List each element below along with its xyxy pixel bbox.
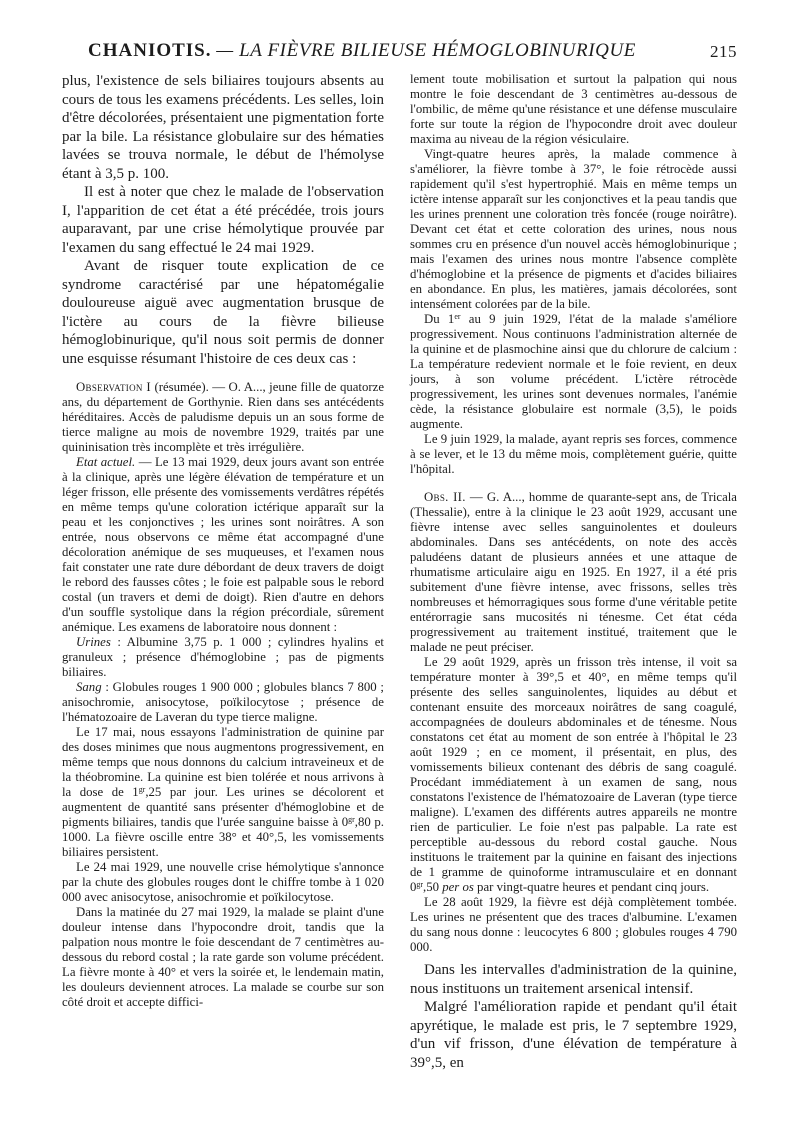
section-label: Sang: [76, 680, 102, 694]
latin-phrase: per os: [442, 880, 474, 894]
body-paragraph: Dans les intervalles d'administration de la quinine, nous instituons un traitement arsenical intensif.: [410, 962, 737, 997]
text-run: Le 29 août 1929, après un frisson très intense, il voit sa température monter à 39°,5 et 40°, en même temps qu'il présente des selles sanguinolentes, liquides au début et contenant ensuite des morceaux noirâtres de sang coagulé, accompagnées de douleurs abdominales et de ténesme. Nous constatons cet état au moment de son entrée à l'hôpital le 23 août 1929 ; en ce moment, il présentait, en plus, des vomissements bilieux contenant des débris de sang coagulé. Procédant immédiatement à un examen de sang, nous constatons l'existence de l'hématozoaire de Laveran (type tierce maligne). L'examen des différents autres appareils ne montre rien de particulier. Le foie n'est pas palpable. La rate est perceptible au-dessous du rebord costal gauche. Nous instituons le traitement par la quinine en faisant des injections de 1 gramme de quinoforme intramusculaire et en donnant 0: [410, 655, 737, 894]
text-run: ,50: [423, 880, 443, 894]
running-title: — LA FIÈVRE BILIEUSE HÉMOGLOBINURIQUE: [216, 40, 636, 61]
observation-paragraph: [62, 455, 384, 635]
section-label: Urines: [76, 635, 111, 649]
observation-paragraph: [62, 635, 384, 680]
section-text: : Globules rouges 1 900 000 ; globules blancs 7 800 ; anisochromie, anisocytose, poïkilocytose ; présence de l'hématozoaire de Laveran du type tierce maligne.: [62, 680, 384, 724]
observation-paragraph: [62, 680, 384, 725]
unit-superscript: gr: [416, 880, 424, 890]
observation-paragraph: Vingt-quatre heures après, la malade commence à s'améliorer, la fièvre tombe à 37°, le foie rétrocède aussi rapidement qu'il s'est hypertrophié. Mais en même temps un ictère intense apparaît sur les conjonctives et la peau tandis que les urines prennent une coloration très foncée (rouge noirâtre). Devant cet état et cette coloration des urines, nous nous sommes cru en présence d'un nouvel accès hémoglobinurique ; mais l'examen des urines nous montre l'absence complète d'hémoglobine et la présence de pigments et d'acides biliaires en abondance. En plus, les matières, jamais décolorées, sont intensément colorées par de la bile.: [410, 147, 737, 311]
text-run: ,25 par jour. Les urines se décolorent et augmentent de quantité sans présenter d'hémoglobine et de pigments biliaires, tandis que l'urée sanguine baisse à 0: [62, 785, 384, 829]
left-column: [62, 72, 384, 1010]
body-paragraph: Avant de risquer toute explication de ce syndrome caractérisé par une hépatomégalie douloureuse aiguë avec augmentation brusque de l'ictère au cours de la fièvre bilieuse hémoglobinurique, qu'il nous soit permis de donner une esquisse résumant l'histoire de ces deux cas :: [62, 258, 384, 367]
observation-summary: — G. A..., homme de quarante-sept ans, de Tricala (Thessalie), entre à la clinique le 23 août 1929, accusant une fièvre intense avec selles sanguinolentes et douleurs abdominales. Dans ses antécédents, on note des accès paludéens datant de plusieurs années et une attaque de rhumatisme articulaire aigu en 1925. En 1927, il a été pris subitement d'une fièvre intense, avec frissons, selles très nombreuses et hémorragiques sous forme d'une véritable petite entérorragie sans mucosités ni ténesme. Cet état céda progressivement au traitement institué, traitement que le malade ne peut préciser.: [410, 490, 737, 654]
unit-superscript: gr: [138, 785, 146, 795]
right-column: [410, 72, 737, 1072]
page-number: 215: [710, 42, 737, 61]
text-run: par vingt-quatre heures et pendant cinq jours.: [473, 880, 710, 894]
ordinal-superscript: er: [454, 312, 461, 322]
text-run: Du 1: [424, 312, 455, 326]
text-run: ,80 p. 1000. La fièvre oscille entre 38° et 40°,5, les vomissements biliaires persistent.: [62, 815, 385, 859]
observation-2: [410, 490, 737, 955]
observation-paragraph: Le 24 mai 1929, une nouvelle crise hémolytique s'annonce par la chute des globules rouges dont le chiffre tombe à 1 020 000 avec anisocytose, anisochromie et poïkilocytose.: [62, 860, 384, 904]
unit-superscript: gr: [348, 815, 355, 825]
observation-paragraph: [410, 490, 737, 655]
closing-text: [410, 961, 737, 1072]
body-paragraph: plus, l'existence de sels biliaires toujours absents au cours de tous les examens précédents. Les selles, loin d'être décolorées, présentaient une pigmentation forte par la bile. La résistance globulaire sur des hématies lavées se trouva normale, le début de l'hémolyse étant à 3,5 p. 100.: [62, 73, 384, 182]
observation-heading: Observation I: [76, 380, 151, 394]
running-header: [88, 40, 636, 62]
section-label: Etat actuel.: [76, 455, 136, 469]
section-text: : Albumine 3,75 p. 1 000 ; cylindres hyalins et granuleux ; présence d'hémoglobine ; pas de pigments biliaires.: [62, 635, 384, 679]
observation-paragraph: [410, 655, 737, 895]
observation-paragraph: Le 28 août 1929, la fièvre est déjà complètement tombée. Les urines ne présentent que des traces d'albumine. L'examen du sang nous donne : leucocytes 6 800 ; globules rouges 4 790 000.: [410, 895, 737, 954]
observation-paragraph: lement toute mobilisation et surtout la palpation qui nous montre le foie descendant de 3 centimètres au-dessous de l'ombilic, de même qu'une résistance et une défense musculaire forte sur toute la région de l'hypocondre droit avec douleur maxima au niveau de la région vésiculaire.: [410, 72, 737, 146]
author-name: CHANIOTIS.: [88, 40, 212, 61]
observation-paragraph: Le 9 juin 1929, la malade, ayant repris ses forces, commence à se lever, et le 13 du même mois, complètement guérie, quitte l'hôpital.: [410, 432, 737, 476]
observation-paragraph: Dans la matinée du 27 mai 1929, la malade se plaint d'une douleur intense dans l'hypocondre droit, tandis que la palpation nous montre le foie descendant de 7 centimètres au-dessous du rebord costal ; la rate garde son volume précédent. La fièvre monte à 40° et vers la soirée et, le lendemain matin, les douleurs deviennent atroces. La malade se courbe sur son côté droit et accepte diffici-: [62, 905, 384, 1009]
text-run: au 9 juin 1929, l'état de la malade s'améliore progressivement. Nous continuons l'administration alternée de la quinine et de plasmochine ainsi que du chlorure de calcium : La température redevient normale et le foie revient, en deux jours, à son volume précédent. L'ictère rétrocède progressivement, les urines sont devenues normales, l'anémie cède, la résistance globulaire est normale (3,5), le poids augmente.: [410, 312, 737, 431]
observation-summary: (résumée). — O. A..., jeune fille de quatorze ans, du département de Gorthynie. Rien dans ses antécédents héréditaires. Accès de paludisme depuis un an sous forme de tierce maligne au mois de novembre 1929, traités par une quininisation très incomplète et très irrégulière.: [62, 380, 384, 454]
observation-paragraph: [62, 725, 384, 860]
body-paragraph: Malgré l'amélioration rapide et pendant qu'il était apyrétique, le malade est pris, le 7 septembre 1929, d'un vif frisson, d'une élévation de température à 39°,5, en: [410, 999, 737, 1071]
text-run: Le 17 mai, nous essayons l'administration de quinine par des doses minimes que nous augmentons progressivement, en même temps que nous donnons du calcium intraveineux et de la théobromine. La quinine est bien tolérée et nous arrivons à la dose de 1: [62, 725, 384, 799]
observation-paragraph: [410, 312, 737, 432]
observation-paragraph: [62, 380, 384, 455]
observation-1: [62, 380, 384, 1010]
body-paragraph: Il est à noter que chez le malade de l'observation I, l'apparition de cet état a été précédée, trois jours auparavant, par une crise hémolytique prouvée par l'examen du sang effectué le 24 mai 1929.: [62, 184, 384, 256]
section-text: — Le 13 mai 1929, deux jours avant son entrée à la clinique, après une légère élévation de température et un léger frisson, elle présente des vomissements verdâtres répétés en même temps qu'une coloration ictérique apparaît sur la peau et les conjonctives ; les urines sont noirâtres. A son entrée, nous observons ce même état accompagné d'une décoloration anémique de ses muqueuses, et l'examen nous fait constater une rate dure débordant de deux travers de doigt le rebord des fausses côtes ; le foie est palpable sous le rebord costal (un travers et demi de doigt). Rien d'autre en dehors d'un souffle systolique dans la région précordiale, sûrement anémique. Les examens de laboratoire nous donnent :: [62, 455, 384, 634]
observation-heading: Obs. II.: [424, 490, 466, 504]
